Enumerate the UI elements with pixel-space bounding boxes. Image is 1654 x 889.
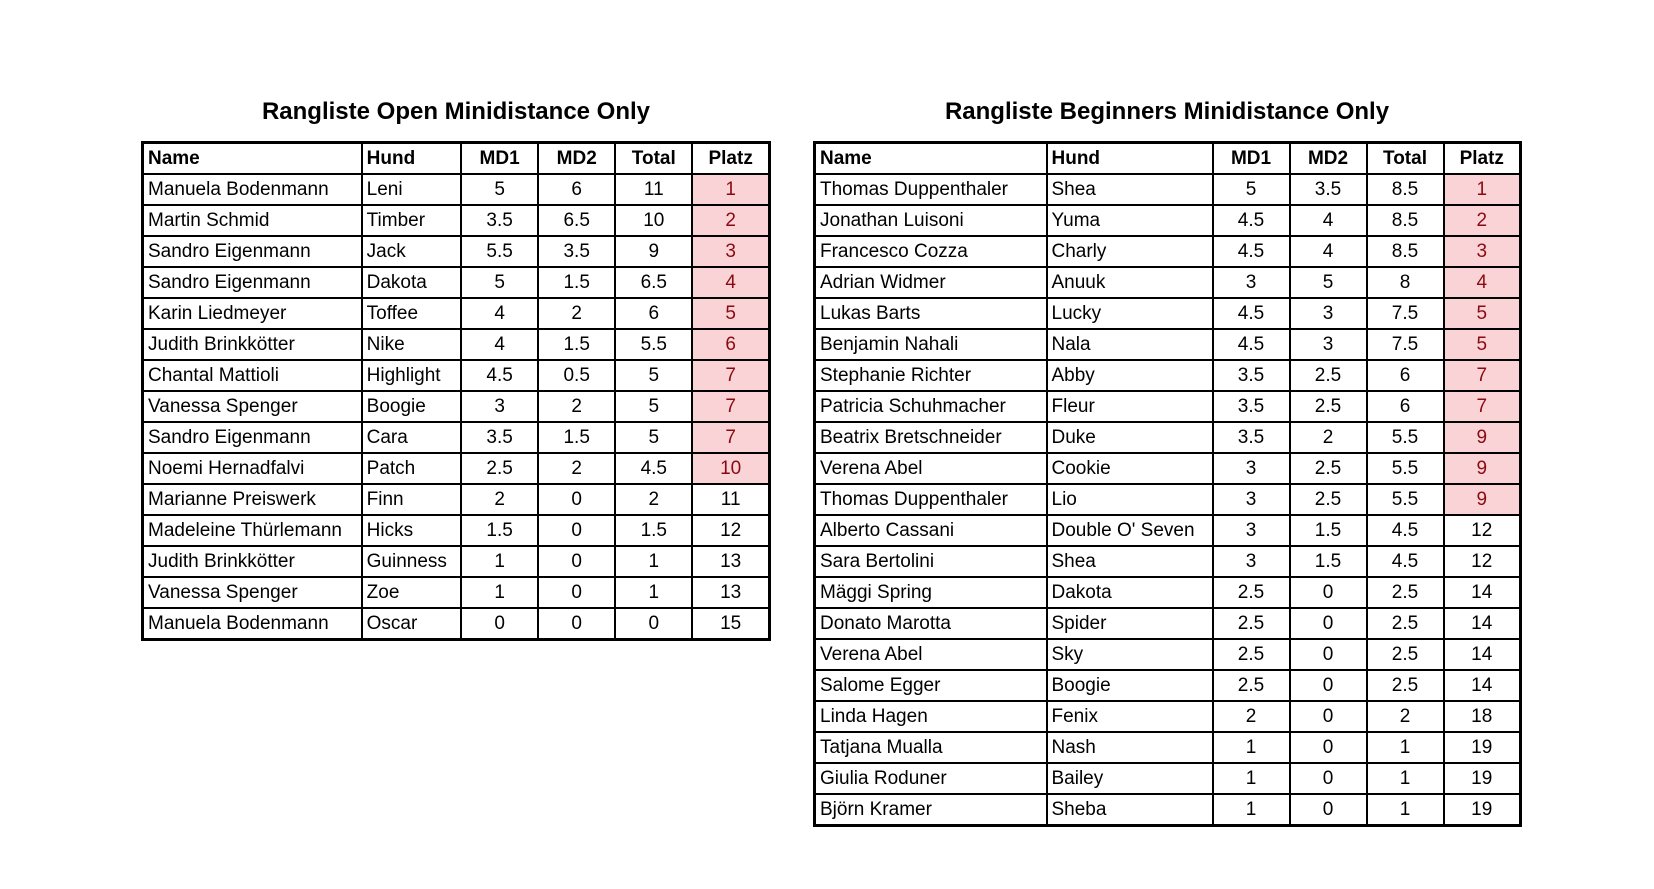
header-md1: MD1	[461, 143, 538, 175]
beginners-ranking-section	[813, 98, 1521, 827]
cell-name: Verena Abel	[815, 453, 1047, 484]
table-row	[815, 763, 1521, 794]
table-row	[143, 360, 770, 391]
cell-name: Thomas Duppenthaler	[815, 174, 1047, 205]
cell-name: Sandro Eigenmann	[143, 236, 362, 267]
cell-md1: 2.5	[1213, 608, 1290, 639]
cell-hund: Shea	[1047, 174, 1213, 205]
cell-md1: 1	[1213, 763, 1290, 794]
header-hund: Hund	[1047, 143, 1213, 175]
cell-hund: Finn	[362, 484, 461, 515]
cell-md2: 2	[1290, 422, 1367, 453]
cell-platz: 13	[692, 577, 769, 608]
cell-total: 7.5	[1367, 329, 1444, 360]
table-row	[815, 205, 1521, 236]
cell-total: 5.5	[1367, 453, 1444, 484]
cell-md1: 3.5	[1213, 422, 1290, 453]
cell-hund: Nash	[1047, 732, 1213, 763]
table-row	[815, 701, 1521, 732]
cell-hund: Jack	[362, 236, 461, 267]
cell-platz: 14	[1444, 577, 1521, 608]
cell-name: Tatjana Mualla	[815, 732, 1047, 763]
cell-total: 5	[615, 422, 692, 453]
header-md2: MD2	[538, 143, 615, 175]
cell-md1: 3	[1213, 546, 1290, 577]
cell-total: 6	[615, 298, 692, 329]
cell-hund: Cara	[362, 422, 461, 453]
cell-hund: Fleur	[1047, 391, 1213, 422]
cell-total: 2	[615, 484, 692, 515]
cell-platz: 6	[692, 329, 769, 360]
cell-platz: 7	[692, 422, 769, 453]
cell-name: Vanessa Spenger	[143, 391, 362, 422]
cell-total: 5	[615, 360, 692, 391]
cell-name: Vanessa Spenger	[143, 577, 362, 608]
cell-platz: 7	[1444, 360, 1521, 391]
cell-name: Verena Abel	[815, 639, 1047, 670]
cell-hund: Dakota	[362, 267, 461, 298]
table-row	[815, 639, 1521, 670]
table-row	[815, 608, 1521, 639]
open-ranking-title: Rangliste Open Minidistance Only	[261, 98, 651, 125]
cell-platz: 19	[1444, 732, 1521, 763]
cell-md2: 0	[1290, 577, 1367, 608]
cell-total: 5.5	[1367, 422, 1444, 453]
cell-md1: 4.5	[1213, 236, 1290, 267]
cell-total: 5.5	[1367, 484, 1444, 515]
cell-platz: 3	[692, 236, 769, 267]
header-md1: MD1	[1213, 143, 1290, 175]
cell-hund: Cookie	[1047, 453, 1213, 484]
cell-hund: Timber	[362, 205, 461, 236]
cell-md2: 1.5	[1290, 515, 1367, 546]
cell-platz: 15	[692, 608, 769, 640]
table-row	[815, 422, 1521, 453]
cell-name: Donato Marotta	[815, 608, 1047, 639]
cell-name: Judith Brinkkötter	[143, 329, 362, 360]
cell-name: Sandro Eigenmann	[143, 422, 362, 453]
cell-total: 7.5	[1367, 298, 1444, 329]
table-row	[815, 794, 1521, 826]
cell-md2: 0	[1290, 794, 1367, 826]
cell-platz: 13	[692, 546, 769, 577]
cell-name: Sandro Eigenmann	[143, 267, 362, 298]
cell-name: Patricia Schuhmacher	[815, 391, 1047, 422]
cell-md2: 4	[1290, 205, 1367, 236]
cell-total: 8	[1367, 267, 1444, 298]
table-row	[143, 422, 770, 453]
cell-name: Judith Brinkkötter	[143, 546, 362, 577]
cell-md2: 1.5	[538, 422, 615, 453]
cell-hund: Patch	[362, 453, 461, 484]
cell-md2: 2	[538, 453, 615, 484]
cell-hund: Sky	[1047, 639, 1213, 670]
cell-name: Marianne Preiswerk	[143, 484, 362, 515]
cell-md1: 3	[1213, 453, 1290, 484]
table-row	[143, 546, 770, 577]
cell-md1: 3.5	[461, 205, 538, 236]
cell-hund: Anuuk	[1047, 267, 1213, 298]
header-name: Name	[815, 143, 1047, 175]
cell-name: Chantal Mattioli	[143, 360, 362, 391]
cell-md2: 0	[1290, 639, 1367, 670]
cell-total: 8.5	[1367, 236, 1444, 267]
table-row	[815, 577, 1521, 608]
table-row	[143, 236, 770, 267]
cell-md1: 2.5	[1213, 577, 1290, 608]
cell-platz: 7	[692, 360, 769, 391]
cell-md2: 2.5	[1290, 391, 1367, 422]
cell-platz: 14	[1444, 639, 1521, 670]
cell-platz: 12	[1444, 515, 1521, 546]
cell-total: 10	[615, 205, 692, 236]
cell-platz: 2	[1444, 205, 1521, 236]
cell-platz: 19	[1444, 763, 1521, 794]
cell-md2: 1.5	[538, 267, 615, 298]
table-row	[815, 484, 1521, 515]
cell-hund: Nala	[1047, 329, 1213, 360]
cell-md2: 3.5	[1290, 174, 1367, 205]
cell-platz: 7	[1444, 391, 1521, 422]
cell-md2: 2	[538, 298, 615, 329]
table-row	[815, 329, 1521, 360]
cell-md2: 1.5	[538, 329, 615, 360]
cell-md2: 6.5	[538, 205, 615, 236]
table-row	[143, 453, 770, 484]
cell-md1: 3	[1213, 484, 1290, 515]
table-row	[815, 174, 1521, 205]
cell-total: 1	[1367, 763, 1444, 794]
table-row	[815, 298, 1521, 329]
cell-md1: 3	[461, 391, 538, 422]
cell-hund: Zoe	[362, 577, 461, 608]
cell-md1: 5	[461, 174, 538, 205]
cell-name: Mäggi Spring	[815, 577, 1047, 608]
cell-hund: Bailey	[1047, 763, 1213, 794]
beginners-ranking-table	[813, 141, 1522, 827]
table-row	[143, 174, 770, 205]
header-name: Name	[143, 143, 362, 175]
table-row	[143, 608, 770, 640]
cell-md1: 2.5	[1213, 670, 1290, 701]
cell-md1: 1	[461, 546, 538, 577]
header-hund: Hund	[362, 143, 461, 175]
cell-md2: 0	[538, 484, 615, 515]
cell-hund: Spider	[1047, 608, 1213, 639]
cell-hund: Lucky	[1047, 298, 1213, 329]
cell-platz: 18	[1444, 701, 1521, 732]
cell-name: Giulia Roduner	[815, 763, 1047, 794]
cell-md2: 5	[1290, 267, 1367, 298]
cell-md1: 5	[1213, 174, 1290, 205]
cell-total: 8.5	[1367, 205, 1444, 236]
cell-hund: Shea	[1047, 546, 1213, 577]
header-platz: Platz	[692, 143, 769, 175]
cell-total: 6	[1367, 360, 1444, 391]
cell-hund: Charly	[1047, 236, 1213, 267]
cell-md1: 4	[461, 298, 538, 329]
cell-name: Sara Bertolini	[815, 546, 1047, 577]
cell-platz: 5	[692, 298, 769, 329]
table-row	[815, 360, 1521, 391]
cell-name: Jonathan Luisoni	[815, 205, 1047, 236]
cell-platz: 4	[692, 267, 769, 298]
cell-md1: 1	[461, 577, 538, 608]
cell-total: 5	[615, 391, 692, 422]
cell-name: Thomas Duppenthaler	[815, 484, 1047, 515]
cell-platz: 12	[1444, 546, 1521, 577]
cell-md1: 4.5	[1213, 329, 1290, 360]
table-row	[143, 267, 770, 298]
cell-name: Madeleine Thürlemann	[143, 515, 362, 546]
cell-hund: Duke	[1047, 422, 1213, 453]
cell-total: 4.5	[615, 453, 692, 484]
table-row	[815, 236, 1521, 267]
table-header-row	[815, 143, 1521, 175]
table-row	[815, 670, 1521, 701]
table-row	[815, 546, 1521, 577]
cell-hund: Yuma	[1047, 205, 1213, 236]
cell-md1: 5.5	[461, 236, 538, 267]
cell-hund: Boogie	[362, 391, 461, 422]
cell-total: 1	[1367, 732, 1444, 763]
cell-platz: 10	[692, 453, 769, 484]
cell-hund: Highlight	[362, 360, 461, 391]
cell-platz: 9	[1444, 484, 1521, 515]
cell-md1: 2	[1213, 701, 1290, 732]
cell-total: 4.5	[1367, 546, 1444, 577]
cell-md2: 3	[1290, 298, 1367, 329]
beginners-ranking-title: Rangliste Beginners Minidistance Only	[944, 98, 1390, 125]
cell-hund: Boogie	[1047, 670, 1213, 701]
cell-total: 5.5	[615, 329, 692, 360]
cell-md2: 0	[1290, 732, 1367, 763]
cell-md1: 1	[1213, 732, 1290, 763]
cell-md2: 2.5	[1290, 484, 1367, 515]
cell-md2: 2.5	[1290, 360, 1367, 391]
cell-name: Francesco Cozza	[815, 236, 1047, 267]
cell-md1: 3.5	[461, 422, 538, 453]
cell-total: 2.5	[1367, 577, 1444, 608]
cell-md2: 0	[1290, 670, 1367, 701]
cell-md1: 3.5	[1213, 360, 1290, 391]
cell-hund: Lio	[1047, 484, 1213, 515]
cell-total: 1	[1367, 794, 1444, 826]
cell-name: Adrian Widmer	[815, 267, 1047, 298]
cell-platz: 2	[692, 205, 769, 236]
table-row	[143, 391, 770, 422]
cell-platz: 4	[1444, 267, 1521, 298]
cell-md2: 0.5	[538, 360, 615, 391]
cell-name: Manuela Bodenmann	[143, 608, 362, 640]
cell-md1: 5	[461, 267, 538, 298]
cell-total: 2.5	[1367, 639, 1444, 670]
cell-total: 8.5	[1367, 174, 1444, 205]
table-row	[143, 515, 770, 546]
cell-hund: Guinness	[362, 546, 461, 577]
cell-total: 2.5	[1367, 608, 1444, 639]
cell-hund: Double O' Seven	[1047, 515, 1213, 546]
cell-md1: 4.5	[461, 360, 538, 391]
cell-hund: Fenix	[1047, 701, 1213, 732]
cell-name: Linda Hagen	[815, 701, 1047, 732]
cell-name: Martin Schmid	[143, 205, 362, 236]
table-row	[815, 453, 1521, 484]
cell-platz: 14	[1444, 670, 1521, 701]
cell-hund: Dakota	[1047, 577, 1213, 608]
cell-md1: 2	[461, 484, 538, 515]
cell-md2: 4	[1290, 236, 1367, 267]
cell-total: 6.5	[615, 267, 692, 298]
cell-name: Björn Kramer	[815, 794, 1047, 826]
cell-hund: Abby	[1047, 360, 1213, 391]
cell-platz: 9	[1444, 422, 1521, 453]
cell-total: 0	[615, 608, 692, 640]
cell-total: 2	[1367, 701, 1444, 732]
cell-total: 2.5	[1367, 670, 1444, 701]
cell-md2: 0	[1290, 608, 1367, 639]
cell-md1: 3.5	[1213, 391, 1290, 422]
cell-md2: 6	[538, 174, 615, 205]
cell-name: Beatrix Bretschneider	[815, 422, 1047, 453]
header-md2: MD2	[1290, 143, 1367, 175]
table-row	[815, 732, 1521, 763]
cell-platz: 1	[1444, 174, 1521, 205]
cell-total: 1	[615, 546, 692, 577]
cell-name: Manuela Bodenmann	[143, 174, 362, 205]
cell-hund: Toffee	[362, 298, 461, 329]
cell-total: 1.5	[615, 515, 692, 546]
header-platz: Platz	[1444, 143, 1521, 175]
cell-md1: 1	[1213, 794, 1290, 826]
cell-total: 11	[615, 174, 692, 205]
cell-name: Salome Egger	[815, 670, 1047, 701]
table-row	[143, 205, 770, 236]
open-ranking-table	[141, 141, 771, 641]
cell-hund: Nike	[362, 329, 461, 360]
cell-name: Alberto Cassani	[815, 515, 1047, 546]
cell-md1: 3	[1213, 267, 1290, 298]
cell-platz: 19	[1444, 794, 1521, 826]
cell-total: 4.5	[1367, 515, 1444, 546]
cell-name: Lukas Barts	[815, 298, 1047, 329]
table-row	[815, 267, 1521, 298]
cell-md1: 2.5	[461, 453, 538, 484]
table-row	[815, 391, 1521, 422]
cell-md1: 1.5	[461, 515, 538, 546]
cell-platz: 7	[692, 391, 769, 422]
cell-md2: 0	[538, 546, 615, 577]
cell-platz: 12	[692, 515, 769, 546]
cell-platz: 11	[692, 484, 769, 515]
table-row	[143, 484, 770, 515]
cell-platz: 3	[1444, 236, 1521, 267]
cell-md2: 3.5	[538, 236, 615, 267]
cell-md1: 2.5	[1213, 639, 1290, 670]
cell-md2: 0	[538, 577, 615, 608]
cell-md2: 0	[1290, 763, 1367, 794]
cell-md2: 2	[538, 391, 615, 422]
table-header-row	[143, 143, 770, 175]
cell-hund: Oscar	[362, 608, 461, 640]
cell-md1: 3	[1213, 515, 1290, 546]
cell-md2: 0	[1290, 701, 1367, 732]
header-total: Total	[1367, 143, 1444, 175]
cell-name: Stephanie Richter	[815, 360, 1047, 391]
cell-md2: 2.5	[1290, 453, 1367, 484]
header-total: Total	[615, 143, 692, 175]
cell-total: 9	[615, 236, 692, 267]
cell-total: 6	[1367, 391, 1444, 422]
cell-total: 1	[615, 577, 692, 608]
cell-name: Benjamin Nahali	[815, 329, 1047, 360]
open-ranking-section	[141, 98, 771, 641]
table-row	[143, 329, 770, 360]
table-row	[143, 577, 770, 608]
cell-platz: 14	[1444, 608, 1521, 639]
cell-md2: 1.5	[1290, 546, 1367, 577]
cell-platz: 9	[1444, 453, 1521, 484]
cell-md1: 4.5	[1213, 298, 1290, 329]
cell-platz: 5	[1444, 329, 1521, 360]
cell-md2: 3	[1290, 329, 1367, 360]
cell-md1: 4.5	[1213, 205, 1290, 236]
cell-hund: Sheba	[1047, 794, 1213, 826]
table-row	[143, 298, 770, 329]
cell-md2: 0	[538, 515, 615, 546]
cell-hund: Hicks	[362, 515, 461, 546]
cell-name: Noemi Hernadfalvi	[143, 453, 362, 484]
cell-md1: 4	[461, 329, 538, 360]
cell-platz: 1	[692, 174, 769, 205]
cell-hund: Leni	[362, 174, 461, 205]
cell-md2: 0	[538, 608, 615, 640]
table-row	[815, 515, 1521, 546]
cell-md1: 0	[461, 608, 538, 640]
cell-platz: 5	[1444, 298, 1521, 329]
cell-name: Karin Liedmeyer	[143, 298, 362, 329]
